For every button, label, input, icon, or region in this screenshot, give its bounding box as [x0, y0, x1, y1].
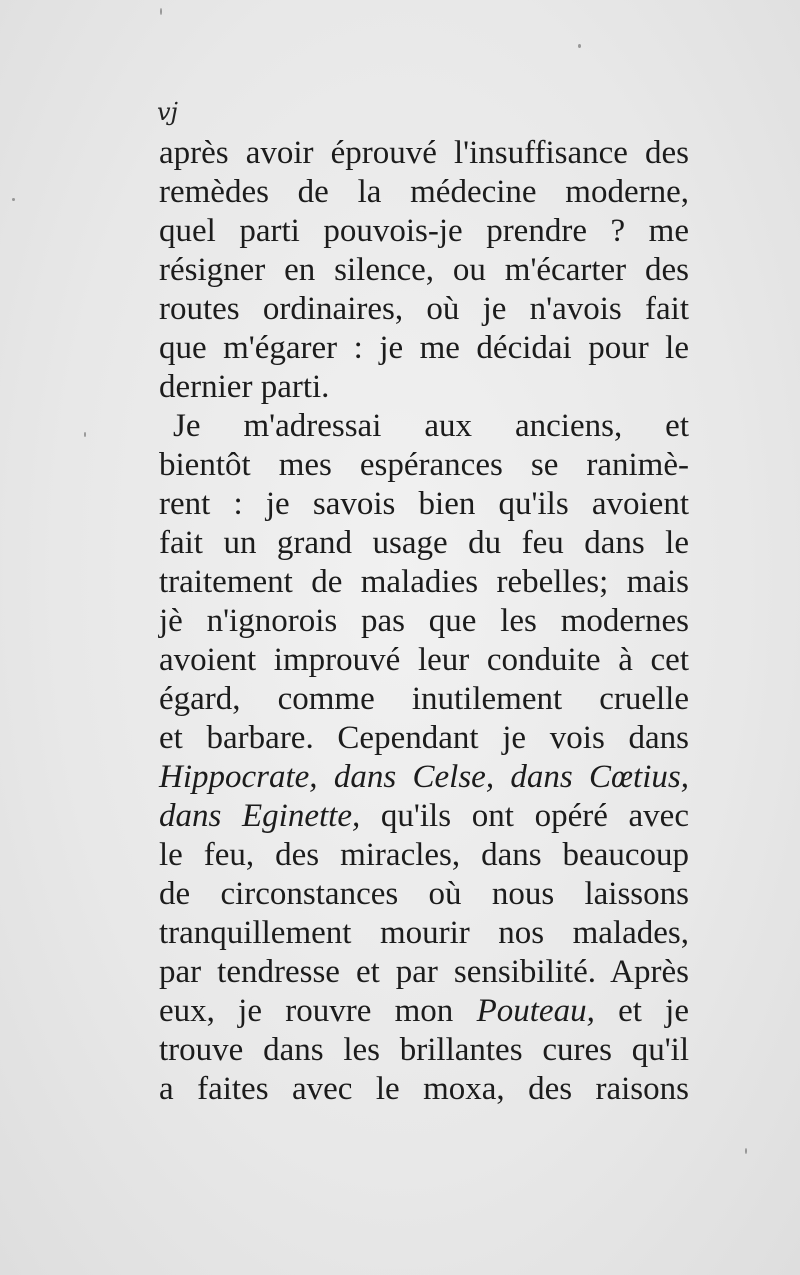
text-segment: quel parti pouvois-je prendre ? me: [159, 213, 689, 249]
text-segment: dernier parti.: [159, 369, 330, 405]
paper-speck: [84, 432, 86, 437]
text-segment: bientôt mes espérances se ranimè-: [159, 447, 689, 483]
text-line: [159, 368, 689, 407]
text-segment: routes ordinaires, où je n'avois fait: [159, 291, 689, 327]
text-line: [159, 758, 689, 797]
text-segment: traitement de maladies rebelles; mais: [159, 564, 689, 600]
text-line: [159, 1070, 689, 1109]
text-line: [159, 251, 689, 290]
text-line: [159, 485, 689, 524]
text-segment: qu'ils ont opéré avec: [360, 798, 689, 834]
text-segment: eux, je rouvre mon: [159, 993, 477, 1029]
text-line: [159, 680, 689, 719]
text-line: [159, 290, 689, 329]
text-line: [159, 953, 689, 992]
text-segment: tranquillement mourir nos malades,: [159, 915, 689, 951]
text-line: [159, 563, 689, 602]
paper-speck: [160, 8, 162, 15]
text-line: [159, 875, 689, 914]
text-line: [159, 797, 689, 836]
text-segment: jè n'ignorois pas que les modernes: [159, 603, 689, 639]
text-line: [159, 719, 689, 758]
italic-text-segment: Hippocrate, dans Celse, dans Cœtius,: [159, 759, 689, 795]
text-line: [159, 329, 689, 368]
text-line: [159, 134, 689, 173]
italic-text-segment: Pouteau,: [476, 993, 595, 1029]
page-number: vj: [157, 98, 178, 126]
text-segment: après avoir éprouvé l'insuffisance des: [159, 135, 689, 171]
text-segment: avoient improuvé leur conduite à cet: [159, 642, 689, 678]
text-segment: égard, comme inutilement cruelle: [159, 681, 689, 717]
text-segment: rent : je savois bien qu'ils avoient: [159, 486, 689, 522]
text-line: [159, 992, 689, 1031]
text-line: [159, 914, 689, 953]
text-segment: remèdes de la médecine moderne,: [159, 174, 689, 210]
text-line: [159, 173, 689, 212]
text-segment: et je: [594, 993, 689, 1029]
text-line: [159, 524, 689, 563]
text-segment: par tendresse et par sensibilité. Après: [159, 954, 689, 990]
text-segment: a faites avec le moxa, des raisons: [159, 1071, 689, 1107]
text-segment: que m'égarer : je me décidai pour le: [159, 330, 689, 366]
text-segment: fait un grand usage du feu dans le: [159, 525, 689, 561]
text-segment: de circonstances où nous laissons: [159, 876, 689, 912]
text-line: [159, 641, 689, 680]
text-line: [159, 446, 689, 485]
text-line: [159, 212, 689, 251]
paper-speck: [745, 1148, 747, 1154]
text-segment: trouve dans les brillantes cures qu'il: [159, 1032, 689, 1068]
text-line: [159, 602, 689, 641]
text-segment: résigner en silence, ou m'écarter des: [159, 252, 689, 288]
text-segment: et barbare. Cependant je vois dans: [159, 720, 689, 756]
text-line: [159, 836, 689, 875]
paper-speck: [578, 44, 581, 48]
italic-text-segment: dans Eginette,: [159, 798, 361, 834]
paper-speck: [12, 198, 15, 201]
text-segment: le feu, des miracles, dans beaucoup: [159, 837, 689, 873]
text-segment: Je m'adressai aux anciens, et: [173, 408, 689, 444]
body-text: [159, 134, 689, 1109]
text-line: [159, 1031, 689, 1070]
text-line: [159, 407, 689, 446]
